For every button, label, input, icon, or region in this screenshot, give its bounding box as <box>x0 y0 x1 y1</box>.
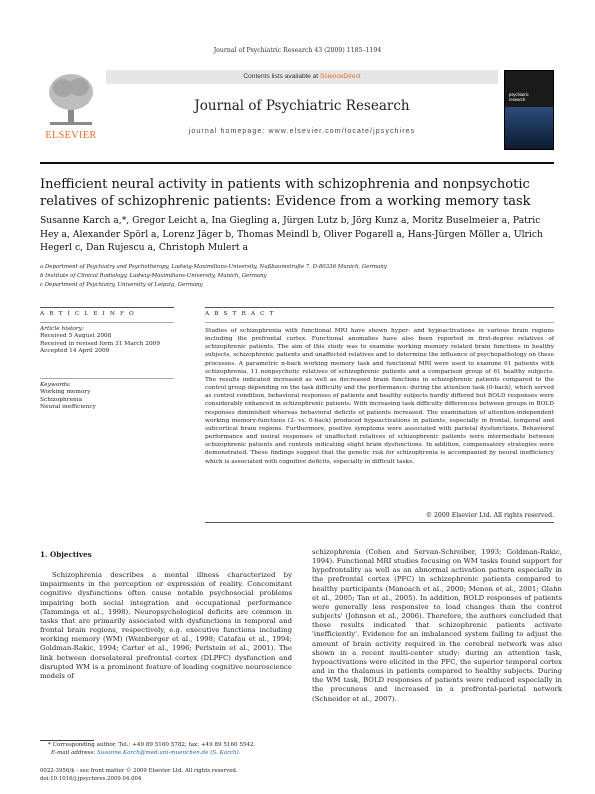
footnote <box>40 741 292 757</box>
abstract-text: Studies of schizophrenia with functional MRI have shown hyper- and hypoactivations in various brain regions including the prefrontal cortex. Functional anomalies have also been reported in first-degree relatives of schizophrenic patients. The aim of this study was to examine working memory related brain functions in healthy subjects, schizophrenic patients and unaffected relatives and to determine the influence of psychopathology on these processes. A parametric n-back working memory task and functional MRI were used to examine 61 patients with schizophrenia, 11 nonpsychotic relatives of schizophrenic patients and a comparison group of 61 healthy subjects. The results indicated increased as well as decreased brain functions in schizophrenic patients compared to the control group depending on the task difficulty and the performance: during the attention task (0-back), which served as control condition, behavioral responses of patients and healthy subjects hardly differed but BOLD responses were considerably enhanced in schizophrenic patients. With increasing task difficulty differences between groups in BOLD responses diminished whereas behavioral deficits of patients increased. The examination of attention-independent working memory-functions (2- vs. 0-back) produced hypoactivations in patients, especially in frontal, temporal and subcortical brain regions. Furthermore, positive symptoms were associated with parietal dysfunctions. Behavioral performance and neural responses of unaffected relatives of schizophrenic patients were intermediate between schizophrenic patients and controls indicating slight brain dysfunctions. In addition, compensatory strategies were demonstrated. These findings suggest that the genetic risk for schizophrenia is accompanied by neural inefficiency which is associated with cognitive deficits, especially in difficult tasks. <box>205 328 554 465</box>
body-paragraph: schizophrenia (Cohen and Servan-Schreiber, 1993; Goldman-Rakic, 1994). Functional MRI studies focusing on WM tasks found support for hypofrontality as well as an abnormal activation pattern especially in the prefrontal cortex (PFC) in schizophrenic patients compared to healthy participants (Manoach et al., 2000; Menon et al., 2001; Glahn et al., 2005; Tan et al., 2005). In addition, BOLD responses of patients were generally less responsive to load changes than the control subjects' (Johnson et al., 2006). Therefore, the authors concluded that these results indicated that schizophrenic patients activate 'inefficiently'. Evidence for an imbalanced system failing to adjust the amount of brain activity required in the cerebral network was also shown in a recent multi-center study: during an attention task, hypoactivations were elicited in the PFC, the superior temporal cortex and in the thalamus in patients compared to healthy subjects. During the WM task, BOLD responses of patients were reduced especially in the precuneus and increased in a prefrontal-parietal network (Schneider et al., 2007). <box>312 548 562 703</box>
copyright-notice: © 2009 Elsevier Ltd. All rights reserved. <box>425 512 554 519</box>
abstract-heading: A B S T R A C T <box>205 311 276 317</box>
body-column-right <box>312 548 562 704</box>
journal-title: Journal of Psychiatric Research <box>194 98 410 114</box>
email-link[interactable]: Susanne.Karch@med.uni-muenchen.de (S. Karch). <box>96 750 241 756</box>
body-paragraph: Schizophrenia describes a mental illness characterized by impairments in the perception or expression of reality. Concomitant cognitive dysfunctions often cause notable psychosocial problems impairing both social integration and occupational performance (Tamminga et al., 1998). Neuropsychological deficits are common in tasks that are primarily associated with dysfunctions in temporal and frontal brain regions, respectively, e.g. executive functions including working memory (WM) (Weinberger et al., 1998; Catafau et al., 1994; Goldman-Rakic, 1994; Carter et al., 1996; Perlstein et al., 2001). The link between dorsolateral prefrontal cortex (DLPFC) dysfunction and disrupted WM is a prominent feature of leading cognitive neuroscience models of <box>40 571 292 680</box>
divider <box>205 322 554 323</box>
affiliation-item: c Department of Psychiatry, University of Leipzig, Germany <box>40 281 203 288</box>
keywords <box>40 382 174 412</box>
divider <box>205 307 554 308</box>
journal-homepage <box>106 128 498 135</box>
email-line <box>40 749 292 757</box>
divider <box>40 322 174 323</box>
affiliation-item: a Department of Psychiatry and Psychotherapy, Ludwig-Maximilians-University, Nußbaumstraße 7, D-80336 Munich, Germany <box>40 264 387 270</box>
cover-title <box>509 93 549 102</box>
cover-title-line: research <box>509 96 526 102</box>
sciencedirect-link[interactable]: ScienceDirect <box>319 73 361 80</box>
journal-cover-thumbnail[interactable] <box>504 70 554 150</box>
elsevier-tree-icon <box>46 72 96 126</box>
affiliation-item: b Institute of Clinical Radiology, Ludwig-Maximilians-University, Munich, Germany <box>40 272 267 279</box>
keyword-item: Working memory <box>40 389 91 396</box>
history-item: Received 5 August 2008 <box>40 333 112 340</box>
cover-title-line: psychiatric <box>509 92 529 97</box>
body-column-left <box>40 550 292 681</box>
cover-image <box>505 107 553 147</box>
email-label: E-mail address: <box>51 750 96 756</box>
article-info-heading: A R T I C L E I N F O <box>40 311 136 317</box>
header-divider <box>40 162 554 164</box>
divider <box>40 307 174 308</box>
keywords-label: Keywords: <box>40 382 71 388</box>
history-item: Received in revised form 31 March 2009 <box>40 340 161 347</box>
keyword-item: Neural inefficiency <box>40 404 96 411</box>
journal-header <box>40 70 554 156</box>
contents-bar <box>106 70 498 84</box>
article-title: Inefficient neural activity in patients with schizophrenia and nonpsychotic relatives of schizophrenic patients: Evidence from a working memory task <box>40 177 531 209</box>
history-item: Accepted 14 April 2009 <box>40 348 110 355</box>
contents-prefix: Contents lists available at <box>243 73 320 80</box>
journal-citation: Journal of Psychiatric Research 43 (2009) 1185–1194 <box>213 47 382 54</box>
doi-line[interactable]: doi:10.1016/j.jpsychires.2009.04.004 <box>40 775 142 782</box>
issn-line: 0022-3956/$ - see front matter © 2009 Elsevier Ltd. All rights reserved. <box>40 768 238 774</box>
issn-block <box>40 768 340 783</box>
author-list: Susanne Karch a,*, Gregor Leicht a, Ina Giegling a, Jürgen Lutz b, Jörg Kunz a, Moritz Buselmeier a, Patric Hey a, Alexander Spörl a, Lorenz Jäger b, Thomas Meindl b, Oliver Pogarell a, Hans-Jürgen Möller a, Ulrich Hegerl c, Dan Rujescu a, Christoph Mulert a <box>40 215 543 254</box>
homepage-link[interactable]: www.elsevier.com/locate/jpsychires <box>268 128 416 135</box>
affiliations <box>40 263 554 289</box>
section-heading: 1. Objectives <box>40 550 92 559</box>
article-history <box>40 326 174 356</box>
history-label: Article history: <box>40 326 84 332</box>
homepage-label: journal homepage: <box>188 128 269 135</box>
divider <box>205 522 554 523</box>
divider <box>40 378 174 379</box>
corresponding-author: * Corresponding author. Tel.: +49 89 5160 5782; fax: +49 89 5160 5542. <box>48 742 256 748</box>
elsevier-wordmark: ELSEVIER <box>45 130 97 141</box>
journal-masthead <box>106 70 498 156</box>
elsevier-logo[interactable] <box>40 70 102 156</box>
keyword-item: Schizophrenia <box>40 396 83 403</box>
